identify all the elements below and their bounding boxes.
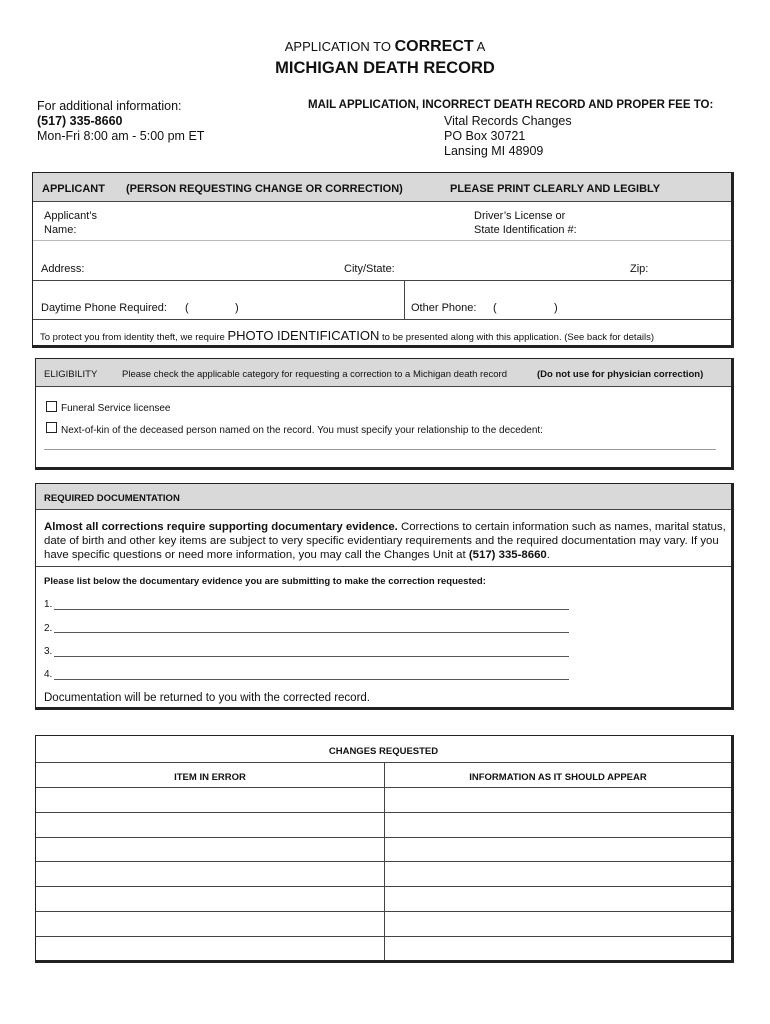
eligibility-header-label: ELIGIBILITY bbox=[44, 369, 98, 380]
otherphone-paren-close: ) bbox=[554, 302, 558, 314]
license-label-1: Driver’s License or bbox=[474, 210, 566, 222]
documentation-intro bbox=[44, 520, 732, 562]
eligibility-header-text: Please check the applicable category for requesting a correction to a Michigan death record bbox=[122, 369, 507, 380]
doc-item-4-line[interactable] bbox=[54, 679, 569, 680]
funeral-checkbox[interactable] bbox=[46, 401, 57, 412]
info-phone: (517) 335-8660 bbox=[37, 114, 123, 128]
eligibility-header-note: (Do not use for physician correction) bbox=[537, 369, 704, 380]
citystate-label[interactable]: City/State: bbox=[344, 263, 395, 275]
title-main: MICHIGAN DEATH RECORD bbox=[275, 59, 495, 77]
mail-address bbox=[444, 114, 572, 159]
intro-end: . bbox=[546, 549, 550, 561]
title-prefix: APPLICATION TO bbox=[284, 39, 391, 54]
documentation-section bbox=[35, 483, 734, 710]
name-label-1: Applicant’s bbox=[44, 210, 97, 222]
title-correct: CORRECT bbox=[394, 38, 474, 55]
name-label-2: Name: bbox=[44, 224, 77, 236]
eligibility-section bbox=[35, 358, 734, 470]
doc-item-1-line[interactable] bbox=[54, 609, 569, 610]
intro-bold: Almost all corrections require supporting documentary evidence. bbox=[44, 521, 398, 533]
id-note-big: PHOTO IDENTIFICATION bbox=[227, 328, 380, 343]
info-label: For additional information: bbox=[37, 99, 182, 113]
applicant-header-sub: (PERSON REQUESTING CHANGE OR CORRECTION) bbox=[126, 183, 403, 195]
mail-line-2: PO Box 30721 bbox=[444, 129, 526, 143]
applicant-divider-2 bbox=[33, 280, 731, 281]
table-row[interactable] bbox=[36, 787, 731, 812]
dayphone-label[interactable]: Daytime Phone Required: bbox=[41, 302, 167, 314]
zip-label[interactable]: Zip: bbox=[630, 263, 649, 275]
table-row[interactable] bbox=[36, 812, 731, 837]
changes-header-label: CHANGES REQUESTED bbox=[328, 746, 439, 757]
doc-item-3-line[interactable] bbox=[54, 656, 569, 657]
applicant-divider-3 bbox=[33, 319, 731, 320]
otherphone-label[interactable]: Other Phone: bbox=[411, 302, 477, 314]
address-label[interactable]: Address: bbox=[41, 263, 85, 275]
changes-section bbox=[35, 735, 734, 963]
dayphone-paren-open: ( bbox=[185, 302, 189, 314]
documentation-header-label: REQUIRED DOCUMENTATION bbox=[44, 493, 180, 504]
otherphone-paren-open: ( bbox=[493, 302, 497, 314]
intro-rest: Corrections to certain information such as names, marital status, date of birth and other key items are subject to very specific evidentiary requirements and the required documentation may vary. If you have specific questions or need more information, you may call the Changes Unit at bbox=[44, 521, 726, 561]
table-row[interactable] bbox=[36, 936, 731, 960]
info-hours: Mon-Fri 8:00 am - 5:00 pm ET bbox=[37, 129, 205, 143]
dayphone-paren-close: ) bbox=[235, 302, 239, 314]
id-note bbox=[40, 328, 654, 343]
return-note: Documentation will be returned to you with the corrected record. bbox=[44, 692, 370, 704]
info-block bbox=[37, 99, 204, 144]
doc-item-2-line[interactable] bbox=[54, 632, 569, 633]
mail-line-3: Lansing MI 48909 bbox=[444, 144, 544, 158]
doc-item-4-number: 4. bbox=[44, 669, 53, 680]
documentation-divider bbox=[36, 566, 731, 567]
table-row[interactable] bbox=[36, 837, 731, 861]
mail-heading: MAIL APPLICATION, INCORRECT DEATH RECORD AND PROPER FEE TO: bbox=[308, 99, 714, 111]
form-title bbox=[0, 38, 770, 78]
relationship-line[interactable] bbox=[44, 449, 716, 450]
mail-line-1: Vital Records Changes bbox=[444, 114, 572, 128]
doc-item-1-number: 1. bbox=[44, 599, 53, 610]
phone-divider bbox=[404, 280, 405, 319]
col-header-info: INFORMATION AS IT SHOULD APPEAR bbox=[469, 772, 647, 783]
applicant-header-note: PLEASE PRINT CLEARLY AND LEGIBLY bbox=[450, 183, 661, 195]
license-label-2: State Identification #: bbox=[474, 224, 577, 236]
applicant-section bbox=[32, 172, 734, 348]
intro-phone: (517) 335-8660 bbox=[468, 549, 547, 561]
next-of-kin-option-label: Next-of-kin of the deceased person named on the record. You must specify your relationship to the decedent: bbox=[61, 425, 543, 436]
title-suffix: A bbox=[476, 39, 486, 54]
id-note-post: to be presented along with this application. (See back for details) bbox=[382, 332, 654, 343]
doc-item-2-number: 2. bbox=[44, 623, 53, 634]
table-row[interactable] bbox=[36, 886, 731, 911]
applicant-divider-1 bbox=[33, 240, 731, 241]
list-heading: Please list below the documentary evidence you are submitting to make the correction requested: bbox=[44, 576, 486, 587]
doc-item-3-number: 3. bbox=[44, 646, 53, 657]
table-row[interactable] bbox=[36, 911, 731, 936]
funeral-option-label: Funeral Service licensee bbox=[61, 403, 171, 414]
next-of-kin-checkbox[interactable] bbox=[46, 422, 57, 433]
applicant-header-label: APPLICANT bbox=[42, 183, 105, 195]
col-header-item: ITEM IN ERROR bbox=[174, 772, 246, 783]
id-note-pre: To protect you from identity theft, we require bbox=[40, 332, 225, 343]
table-row[interactable] bbox=[36, 861, 731, 886]
